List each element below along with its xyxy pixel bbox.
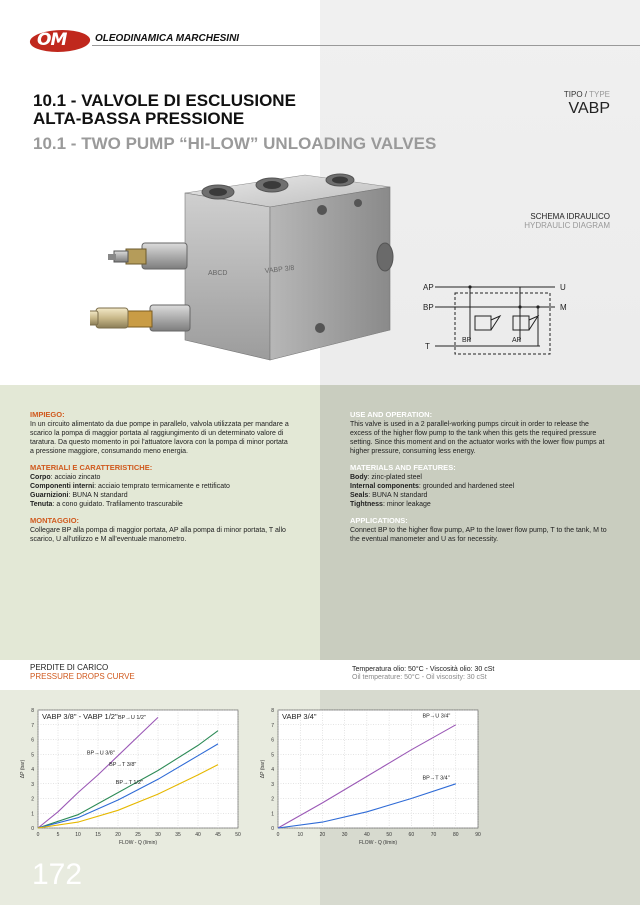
y-tick-label: 1 xyxy=(31,811,34,818)
y-tick-label: 4 xyxy=(31,767,34,773)
x-tick-label: 0 xyxy=(36,832,40,838)
tenuta-value: : a cono guidato. Trafilamento trascurabile xyxy=(52,501,183,508)
x-tick-label: 5 xyxy=(56,832,60,838)
x-tick-label: 20 xyxy=(115,832,121,838)
montaggio-heading: MONTAGGIO: xyxy=(30,516,80,525)
x-tick-label: 30 xyxy=(341,832,348,838)
seals-key: Seals xyxy=(350,492,369,499)
y-tick-label: 6 xyxy=(31,737,34,744)
y-tick-label: 3 xyxy=(271,781,274,788)
x-tick-label: 25 xyxy=(135,832,141,838)
schema-label-it: SCHEMA IDRAULICO xyxy=(530,212,610,221)
oil-conditions-it: Temperatura olio: 50°C - Viscosità olio: 30 cSt xyxy=(352,666,495,673)
page-title-english: 10.1 - TWO PUMP “HI-LOW” UNLOADING VALVES xyxy=(33,134,437,153)
curves-label-en: PRESSURE DROPS CURVE xyxy=(30,672,135,681)
series-label: BP→T 3/4" xyxy=(422,775,450,782)
tightness-key: Tightness xyxy=(350,501,383,508)
x-tick-label: 35 xyxy=(175,832,181,838)
montaggio-body: Collegare BP alla pompa di maggior portata, AP alla pompa di minor portata, T allo scarico, U all'utilizzo e M all'eventuale manometro. xyxy=(30,527,286,543)
type-label-it: TIPO / xyxy=(563,90,590,99)
x-axis-label: FLOW - Q (l/min) xyxy=(358,840,398,846)
title-line-2: ALTA-BASSA PRESSIONE xyxy=(33,109,245,128)
tightness-value: : minor leakage xyxy=(382,501,431,508)
seals-value: : BUNA N standard xyxy=(368,492,428,499)
port-bp: BP xyxy=(423,303,434,312)
left-text-column xyxy=(30,410,292,551)
series-label: BP→U 1/2" xyxy=(118,714,146,721)
applications-body: Connect BP to the higher flow pump, AP to the lower flow pump, T to the tank, M to the eventual manometer and U as for necessity. xyxy=(350,527,607,543)
logo-letters: OM xyxy=(37,30,67,50)
page-title-italian xyxy=(33,92,296,128)
body-key: Body xyxy=(350,474,368,481)
x-tick-label: 10 xyxy=(75,832,81,838)
port-ap: AP xyxy=(423,283,434,292)
schema-label-en: HYDRAULIC DIAGRAM xyxy=(524,221,610,230)
corpo-value: : acciaio zincato xyxy=(50,474,101,481)
port-t: T xyxy=(425,342,430,351)
title-line-1: 10.1 - VALVOLE DI ESCLUSIONE xyxy=(33,91,296,110)
y-axis-label: ΔP (bar) xyxy=(260,759,266,779)
applications-heading: APPLICATIONS: xyxy=(350,516,408,525)
curves-label-it: PERDITE DI CARICO xyxy=(30,663,109,672)
type-code: VABP xyxy=(568,100,610,117)
x-tick-label: 40 xyxy=(364,832,370,838)
valve-marking-model: VABP 3/8 xyxy=(264,264,295,275)
use-body: This valve is used in a 2 parallel-working pumps circuit in order to release the excess of the higher flow pump to the tank when this gets the required pressure setting. Since this moment and on the actuator works with the lower flow pumps at higher pressure, consuming less energy. xyxy=(350,421,605,455)
y-tick-label: 5 xyxy=(31,752,34,759)
body-value: : zinc-plated steel xyxy=(367,474,422,481)
guarnizioni-value: : BUNA N standard xyxy=(68,492,128,499)
valve-marking-brand: ABCD xyxy=(208,270,228,277)
series-label: BP→U 3/8" xyxy=(86,750,115,757)
x-tick-label: 70 xyxy=(430,832,437,838)
materiali-heading: MATERIALI E CARATTERISTICHE: xyxy=(30,463,153,472)
header-rule xyxy=(92,45,640,46)
pressure-drop-chart-3-4 xyxy=(258,700,493,850)
guarnizioni-key: Guarnizioni xyxy=(30,492,69,499)
inner-port-ap: AP xyxy=(512,337,522,344)
x-tick-label: 30 xyxy=(155,832,161,838)
series-label: BP→T 3/8" xyxy=(109,762,137,769)
y-tick-label: 1 xyxy=(271,811,274,818)
x-tick-label: 45 xyxy=(215,832,221,838)
x-axis-label: FLOW - Q (l/min) xyxy=(118,840,158,846)
materials-heading: MATERIALS AND FEATURES: xyxy=(350,463,456,472)
brand-name: OLEODINAMICA MARCHESINI xyxy=(95,33,240,44)
y-tick-label: 4 xyxy=(271,767,274,773)
use-heading: USE AND OPERATION: xyxy=(350,410,433,419)
y-tick-label: 7 xyxy=(271,722,274,729)
componenti-value: : acciaio temprato termicamente e rettificato xyxy=(94,483,230,490)
valve-product-image xyxy=(90,165,400,380)
y-tick-label: 0 xyxy=(271,826,274,832)
x-tick-label: 0 xyxy=(276,832,280,838)
oil-conditions-en: Oil temperature: 50°C - Oil viscosity: 30 cSt xyxy=(352,674,487,681)
y-tick-label: 8 xyxy=(271,708,274,714)
y-tick-label: 2 xyxy=(271,796,274,803)
x-tick-label: 80 xyxy=(452,832,459,838)
right-text-column xyxy=(350,410,610,551)
impiego-heading: IMPIEGO: xyxy=(30,410,65,419)
hydraulic-diagram xyxy=(420,270,570,360)
y-axis-label: ΔP (bar) xyxy=(20,759,26,779)
componenti-key: Componenti interni xyxy=(30,483,95,490)
curves-label xyxy=(30,663,135,681)
x-tick-label: 50 xyxy=(386,832,392,838)
port-u: U xyxy=(560,283,566,292)
inner-port-bp: BP xyxy=(462,337,472,344)
x-tick-label: 60 xyxy=(408,832,415,838)
port-m: M xyxy=(560,303,567,312)
x-tick-label: 90 xyxy=(475,832,481,838)
x-tick-label: 40 xyxy=(195,832,201,838)
chart-title: VABP 3/4" xyxy=(282,712,317,721)
x-tick-label: 10 xyxy=(297,832,304,838)
corpo-key: Corpo xyxy=(30,474,51,481)
chart-title: VABP 3/8" - VABP 1/2" xyxy=(42,712,118,721)
type-label-en: TYPE xyxy=(589,90,610,99)
y-tick-label: 6 xyxy=(271,737,274,744)
y-tick-label: 0 xyxy=(31,826,34,832)
x-tick-label: 20 xyxy=(319,832,326,838)
series-label: BP→U 3/4" xyxy=(422,713,451,720)
x-tick-label: 15 xyxy=(95,832,101,838)
internal-value: : grounded and hardened steel xyxy=(418,483,515,490)
tenuta-key: Tenuta xyxy=(30,501,53,508)
pressure-drop-chart-3-8-1-2 xyxy=(18,700,253,850)
schema-label xyxy=(524,212,610,230)
internal-key: Internal components xyxy=(350,483,419,490)
series-label: BP→T 1/2" xyxy=(115,779,144,786)
y-tick-label: 3 xyxy=(31,781,34,788)
page-number: 172 xyxy=(32,858,83,891)
type-label xyxy=(564,90,610,99)
x-tick-label: 50 xyxy=(235,832,241,838)
oil-conditions xyxy=(352,666,494,682)
y-tick-label: 7 xyxy=(31,722,34,729)
y-tick-label: 2 xyxy=(31,796,34,803)
y-tick-label: 8 xyxy=(31,708,34,714)
y-tick-label: 5 xyxy=(271,752,274,759)
impiego-body: In un circuito alimentato da due pompe in parallelo, valvola utilizzata per mandare a scarico la pompa di maggior portata al raggiungimento di un determinato valore di taratura. Da questo momento in poi l'attuatore lavora con la pompa di minor portata a pressione maggiore, consumando meno energia. xyxy=(30,421,289,455)
